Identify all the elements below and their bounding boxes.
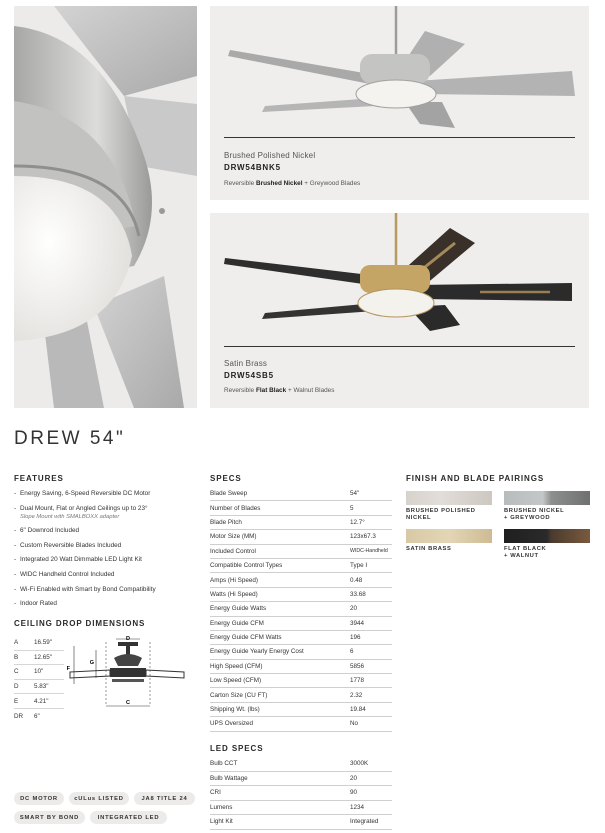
table-row: Bulb Wattage 20: [210, 772, 392, 787]
table-row: Compatible Control Types Type I: [210, 559, 392, 573]
table-row: Blade Sweep 54": [210, 487, 392, 501]
badge-dc-motor: DC MOTOR: [14, 792, 64, 805]
page-title: DREW 54": [14, 428, 126, 449]
table-row: A 16.59": [14, 636, 64, 651]
specs-table: [210, 487, 392, 732]
finish-name: Brushed Polished Nickel: [224, 151, 316, 160]
table-row: Carton Size (CU FT) 2.32: [210, 688, 392, 702]
features-heading: FEATURES: [14, 474, 64, 483]
ceiling-drop-heading: CEILING DROP DIMENSIONS: [14, 619, 146, 628]
fan-image-brass: [210, 213, 589, 345]
table-row: Energy Guide CFM 3944: [210, 617, 392, 631]
table-row: E 4.21": [14, 694, 64, 709]
swatch-brushed-nickel-greywood: [504, 491, 590, 505]
table-row: Included Control WIDC-Handheld: [210, 545, 392, 559]
table-row: Shipping Wt. (lbs) 19.84: [210, 703, 392, 717]
list-item: - Energy Saving, 6-Speed Reversible DC Motor: [14, 490, 194, 498]
led-specs-heading: LED SPECS: [210, 744, 264, 753]
finish-card-nickel: [210, 6, 589, 200]
swatch-satin-brass: [406, 529, 492, 543]
finish-card-brass: [210, 213, 589, 408]
table-row: B 12.65": [14, 651, 64, 666]
badge-integrated-led: INTEGRATED LED: [90, 811, 167, 824]
list-item: - Dual Mount, Flat or Angled Ceilings up to 23° Slope Mount with SMALBOXX adapter: [14, 505, 194, 521]
table-row: Energy Guide Watts 20: [210, 602, 392, 616]
table-row: Amps (Hi Speed) 0.48: [210, 573, 392, 587]
sku: DRW54BNK5: [224, 163, 281, 172]
table-row: Low Speed (CFM) 1778: [210, 674, 392, 688]
list-item: - WIDC Handheld Control Included: [14, 571, 194, 579]
table-row: DR 6": [14, 712, 40, 720]
list-item: - Integrated 20 Watt Dimmable LED Light Kit: [14, 556, 194, 564]
dimension-diagram: [66, 636, 190, 712]
table-row: High Speed (CFM) 5856: [210, 660, 392, 674]
specs-heading: SPECS: [210, 474, 242, 483]
diagram-label-d: D: [126, 636, 130, 642]
table-row: D 5.83": [14, 680, 64, 695]
swatch-label: SATIN BRASS: [406, 546, 452, 552]
list-item: - Wi-Fi Enabled with Smart by Bond Compatibility: [14, 586, 194, 594]
table-row: Energy Guide CFM Watts 196: [210, 631, 392, 645]
swatch-label: FLAT BLACK + WALNUT: [504, 546, 547, 559]
table-row: Motor Size (MM) 123x67.3: [210, 530, 392, 544]
finish-description: Reversible Brushed Nickel + Greywood Blades: [224, 180, 361, 187]
table-row: Lumens 1234: [210, 801, 392, 816]
table-row: CRI 90: [210, 786, 392, 801]
divider: [224, 137, 575, 138]
table-row: Light Kit Integrated: [210, 815, 392, 830]
fan-image-nickel: [210, 6, 589, 136]
features-list: [14, 490, 194, 615]
diagram-label-f: F: [66, 666, 70, 672]
badge-culus-listed: cULus LISTED: [69, 792, 129, 805]
swatch-label: BRUSHED NICKEL + GREYWOOD: [504, 508, 565, 521]
table-row: Energy Guide Yearly Energy Cost 6: [210, 645, 392, 659]
diagram-label-g: G: [89, 660, 94, 666]
list-item: - 6" Downrod Included: [14, 527, 194, 535]
badge-ja8-title-24: JA8 TITLE 24: [134, 792, 195, 805]
swatch-brushed-polished-nickel: [406, 491, 492, 505]
diagram-label-c: C: [126, 700, 130, 706]
list-item: - Custom Reversible Blades Included: [14, 542, 194, 550]
table-row: UPS Oversized No: [210, 717, 392, 731]
hero-closeup-image: [14, 6, 197, 408]
table-row: Bulb CCT 3000K: [210, 757, 392, 772]
table-row: Watts (Hi Speed) 33.68: [210, 588, 392, 602]
finish-description: Reversible Flat Black + Walnut Blades: [224, 387, 335, 394]
finish-name: Satin Brass: [224, 359, 268, 368]
badge-smart-by-bond: SMART BY BOND: [14, 811, 85, 824]
list-item: - Indoor Rated: [14, 600, 194, 608]
pairings-heading: FINISH AND BLADE PAIRINGS: [406, 474, 545, 483]
divider: [224, 346, 575, 347]
swatch-label: BRUSHED POLISHED NICKEL: [406, 508, 476, 521]
ceiling-drop-table: [14, 636, 64, 724]
swatch-flat-black-walnut: [504, 529, 590, 543]
table-row: Blade Pitch 12.7°: [210, 516, 392, 530]
sku: DRW54SB5: [224, 371, 274, 380]
table-row: C 10": [14, 665, 64, 680]
led-specs-table: [210, 757, 392, 830]
list-item-note: Slope Mount with SMALBOXX adapter: [20, 513, 120, 520]
table-row: Number of Blades 5: [210, 501, 392, 515]
